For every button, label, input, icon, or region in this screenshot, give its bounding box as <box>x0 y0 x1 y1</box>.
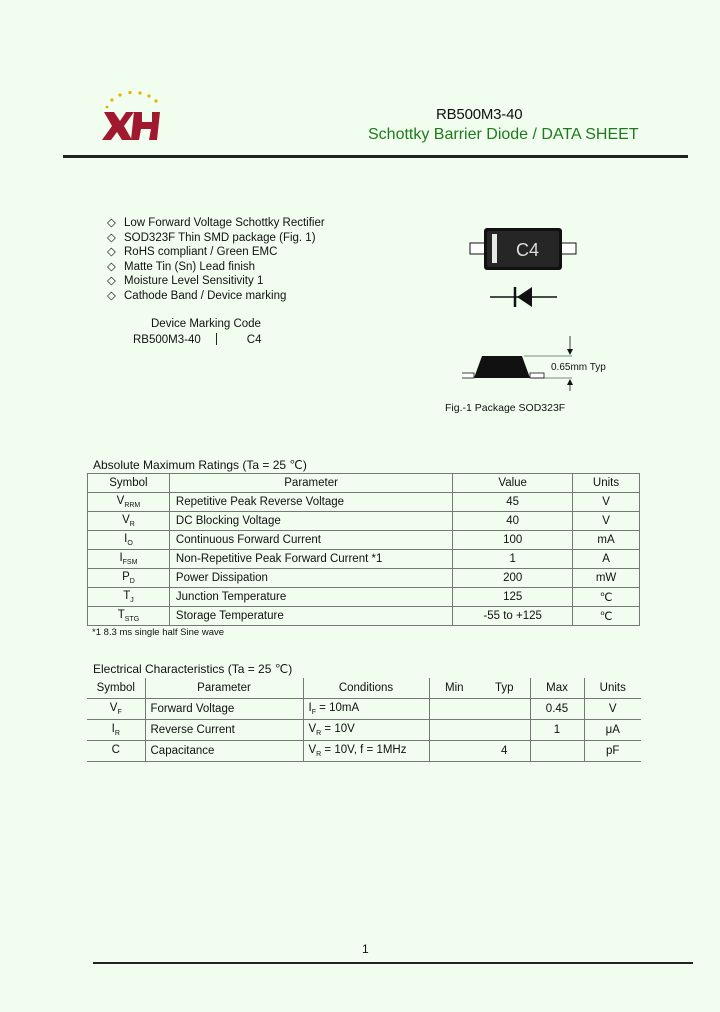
typ-cell <box>479 720 530 741</box>
diamond-bullet-icon: ◇ <box>107 231 116 244</box>
col-header: Units <box>584 678 641 699</box>
symbol-cell: $V_F$ <box>87 699 145 720</box>
symbol-cell: $P_D$ <box>88 569 170 588</box>
max-cell <box>530 741 584 762</box>
parameter-cell: Capacitance <box>145 741 303 762</box>
col-header: Symbol <box>88 474 170 493</box>
parameter-cell: Continuous Forward Current <box>169 531 452 550</box>
figure-caption: Fig.-1 Package SOD323F <box>445 402 566 414</box>
unit-cell: pF <box>584 741 641 762</box>
table-row <box>87 741 641 762</box>
feature-item: ◇ SOD323F Thin SMD package (Fig. 1) <box>107 231 316 244</box>
header-divider <box>63 155 688 158</box>
col-header: Units <box>573 474 640 493</box>
diamond-bullet-icon: ◇ <box>107 217 116 229</box>
value-cell: 1 <box>453 550 573 569</box>
table-row <box>88 493 640 512</box>
max-cell: 1 <box>530 720 584 741</box>
feature-item: ◇ Cathode Band / Device marking <box>107 289 287 302</box>
elec-char-table <box>87 678 641 762</box>
diamond-bullet-icon: ◇ <box>107 246 116 259</box>
symbol-cell: $I_R$ <box>87 720 145 741</box>
document-subtitle: Schottky Barrier Diode / DATA SHEET <box>368 126 639 143</box>
elec-char-title: Electrical Characteristics (Ta = 25 ℃) <box>93 662 293 676</box>
diode-symbol-icon <box>490 287 557 307</box>
typ-cell <box>479 699 530 720</box>
value-cell: 40 <box>453 512 573 531</box>
condition-cell: $V_R = 10V$, f = 1MHz <box>303 741 429 762</box>
table-row <box>88 569 640 588</box>
symbol-cell: $I_{FSM}$ <box>88 550 170 569</box>
part-number-title: RB500M3-40 <box>436 106 523 123</box>
parameter-cell: Reverse Current <box>145 720 303 741</box>
diamond-bullet-icon: ◇ <box>107 275 116 288</box>
value-cell: -55 to +125 <box>453 607 573 626</box>
marking-code-title: Device Marking Code <box>151 318 261 330</box>
col-header: Parameter <box>145 678 303 699</box>
unit-cell: μA <box>584 720 641 741</box>
table-row <box>88 512 640 531</box>
package-dimension-label: 0.65mm Typ <box>551 362 606 373</box>
condition-cell: $V_R = 10V$ <box>303 720 429 741</box>
abs-max-table <box>87 473 640 626</box>
unit-cell: mA <box>573 531 640 550</box>
col-header: Typ <box>479 678 530 699</box>
symbol-cell: $V_R$ <box>88 512 170 531</box>
col-header: Max <box>530 678 584 699</box>
marking-part: RB500M3-40 <box>133 334 201 346</box>
table-row <box>87 720 641 741</box>
symbol-cell: $T_{STG}$ <box>88 607 170 626</box>
marking-code: C4 <box>246 334 262 346</box>
package-marking-text: C4 <box>516 240 540 260</box>
max-cell: 0.45 <box>530 699 584 720</box>
parameter-cell: Repetitive Peak Reverse Voltage <box>169 493 452 512</box>
table-header-row <box>87 678 641 699</box>
footer-divider <box>93 962 693 964</box>
symbol-cell: $T_J$ <box>88 588 170 607</box>
col-header: Min <box>429 678 479 699</box>
feature-list <box>107 216 325 304</box>
unit-cell: V <box>573 493 640 512</box>
unit-cell: ℃ <box>573 607 640 626</box>
parameter-cell: Forward Voltage <box>145 699 303 720</box>
abs-max-title: Absolute Maximum Ratings (Ta = 25 ℃) <box>93 458 307 472</box>
diamond-bullet-icon: ◇ <box>107 260 116 273</box>
table-row <box>88 531 640 550</box>
unit-cell: mW <box>573 569 640 588</box>
value-cell: 100 <box>453 531 573 550</box>
symbol-cell: C <box>87 741 145 762</box>
typ-cell: 4 <box>479 741 530 762</box>
col-header: Parameter <box>169 474 452 493</box>
symbol-cell: $V_{RRM}$ <box>88 493 170 512</box>
table-row <box>88 550 640 569</box>
col-header: Symbol <box>87 678 145 699</box>
unit-cell: A <box>573 550 640 569</box>
col-header: Value <box>453 474 573 493</box>
parameter-cell: DC Blocking Voltage <box>169 512 452 531</box>
feature-item: ◇ Matte Tin (Sn) Lead finish <box>107 260 256 273</box>
marking-separator <box>216 333 217 345</box>
table-row <box>88 588 640 607</box>
company-logo <box>98 90 166 146</box>
min-cell <box>429 699 479 720</box>
table-row <box>88 607 640 626</box>
footnote: *1 8.3 ms single half Sine wave <box>92 627 225 638</box>
condition-cell: $I_F = 10mA$ <box>303 699 429 720</box>
unit-cell: V <box>573 512 640 531</box>
parameter-cell: Junction Temperature <box>169 588 452 607</box>
table-row <box>87 699 641 720</box>
value-cell: 45 <box>453 493 573 512</box>
page-number: 1 <box>362 942 369 956</box>
feature-item: ◇ Low Forward Voltage Schottky Rectifier <box>107 217 325 229</box>
value-cell: 125 <box>453 588 573 607</box>
table-header-row <box>88 474 640 493</box>
col-header: Conditions <box>303 678 429 699</box>
diamond-bullet-icon: ◇ <box>107 289 116 302</box>
package-drawing <box>462 225 612 395</box>
unit-cell: V <box>584 699 641 720</box>
parameter-cell: Power Dissipation <box>169 569 452 588</box>
symbol-cell: $I_O$ <box>88 531 170 550</box>
parameter-cell: Storage Temperature <box>169 607 452 626</box>
marking-code-row <box>133 333 261 346</box>
feature-item: ◇ Moisture Level Sensitivity 1 <box>107 275 264 288</box>
min-cell <box>429 720 479 741</box>
feature-item: ◇ RoHS compliant / Green EMC <box>107 246 278 259</box>
parameter-cell: Non-Repetitive Peak Forward Current *1 <box>169 550 452 569</box>
value-cell: 200 <box>453 569 573 588</box>
unit-cell: ℃ <box>573 588 640 607</box>
min-cell <box>429 741 479 762</box>
